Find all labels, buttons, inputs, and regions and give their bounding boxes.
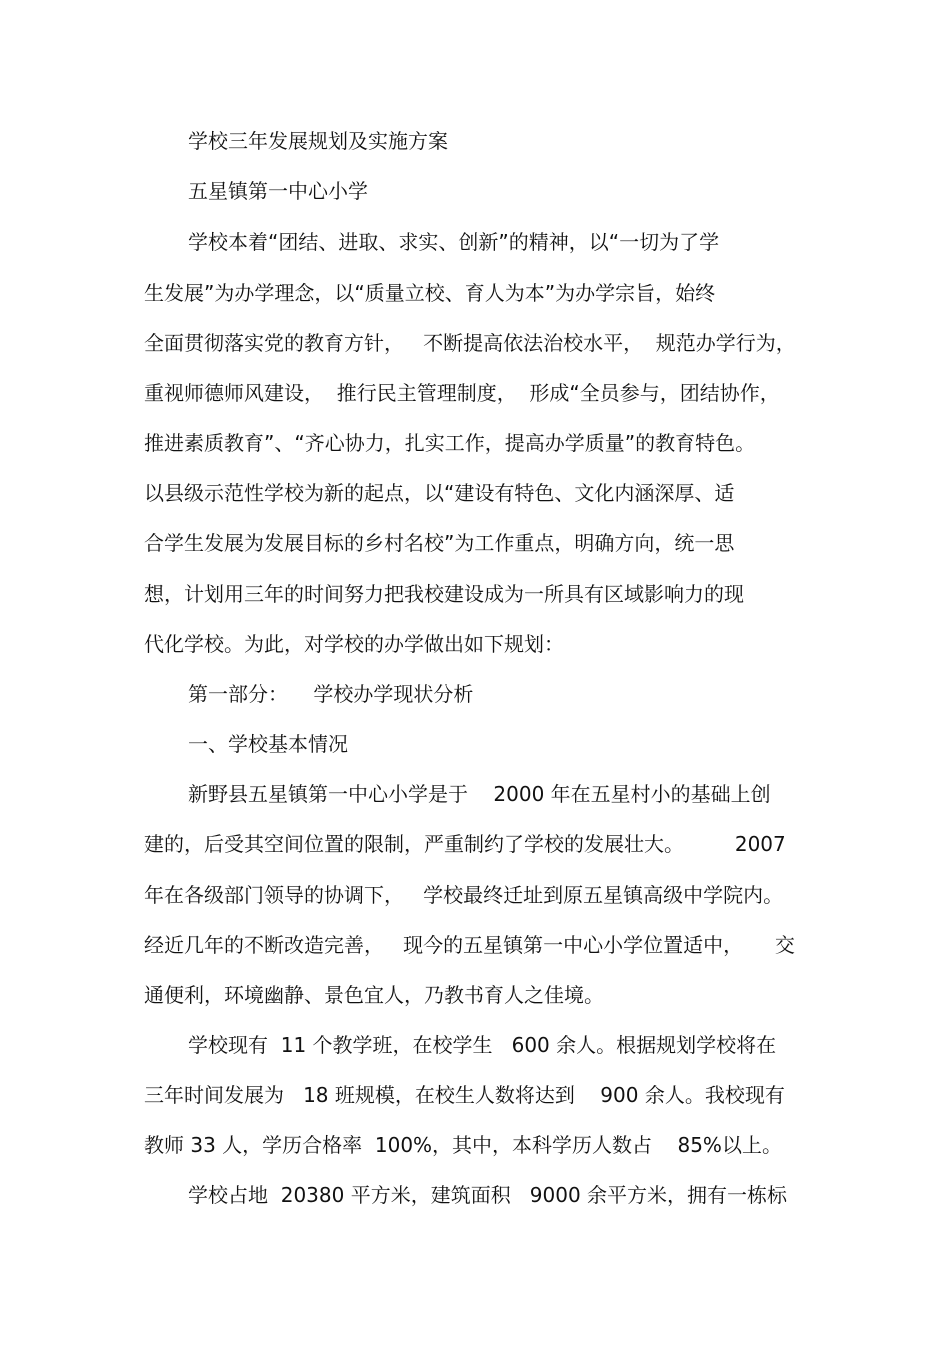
paragraph-line: 学校本着“团结、进取、求实、创新”的精神，以“一切为了学 <box>188 230 720 254</box>
section-heading: 第一部分： 学校办学现状分析 <box>188 682 474 706</box>
paragraph-line: 新野县五星镇第一中心小学是于 2000 年在五星村小的基础上创 <box>188 782 771 806</box>
paragraph-line: 合学生发展为发展目标的乡村名校”为工作重点，明确方向，统一思 <box>144 531 735 555</box>
paragraph-line: 经近几年的不断改造完善， 现今的五星镇第一中心小学位置适中， 交 <box>144 933 795 957</box>
document-title: 学校三年发展规划及实施方案 <box>188 129 448 153</box>
paragraph-line: 生发展”为办学理念，以“质量立校、育人为本”为办学宗旨，始终 <box>144 281 716 305</box>
paragraph-line: 学校占地 20380 平方米，建筑面积 9000 余平方米，拥有一栋标 <box>188 1183 788 1207</box>
paragraph-line: 推进素质教育”、“齐心协力，扎实工作，提高办学质量”的教育特色。 <box>144 431 756 455</box>
paragraph-line: 学校现有 11 个教学班，在校学生 600 余人。根据规划学校将在 <box>188 1033 777 1057</box>
subsection-heading: 一、学校基本情况 <box>188 732 348 756</box>
paragraph-line: 建的，后受其空间位置的限制，严重制约了学校的发展壮大。 2007 <box>144 832 786 856</box>
paragraph-line: 全面贯彻落实党的教育方针， 不断提高依法治校水平， 规范办学行为， <box>144 331 796 355</box>
paragraph-line: 重视师德师风建设， 推行民主管理制度， 形成“全员参与，团结协作， <box>144 381 780 405</box>
paragraph-line: 年在各级部门领导的协调下， 学校最终迁址到原五星镇高级中学院内。 <box>144 883 784 907</box>
paragraph-line: 教师 33 人，学历合格率 100%，其中，本科学历人数占 85%以上。 <box>144 1133 782 1157</box>
paragraph-line: 代化学校。为此，对学校的办学做出如下规划： <box>144 632 564 656</box>
paragraph-line: 三年时间发展为 18 班规模，在校生人数将达到 900 余人。我校现有 <box>144 1083 785 1107</box>
paragraph-line: 以县级示范性学校为新的起点，以“建设有特色、文化内涵深厚、适 <box>144 481 735 505</box>
paragraph-line: 通便利，环境幽静、景色宜人，乃教书育人之佳境。 <box>144 983 604 1007</box>
school-name: 五星镇第一中心小学 <box>188 179 368 203</box>
paragraph-line: 想，计划用三年的时间努力把我校建设成为一所具有区域影响力的现 <box>144 582 744 606</box>
